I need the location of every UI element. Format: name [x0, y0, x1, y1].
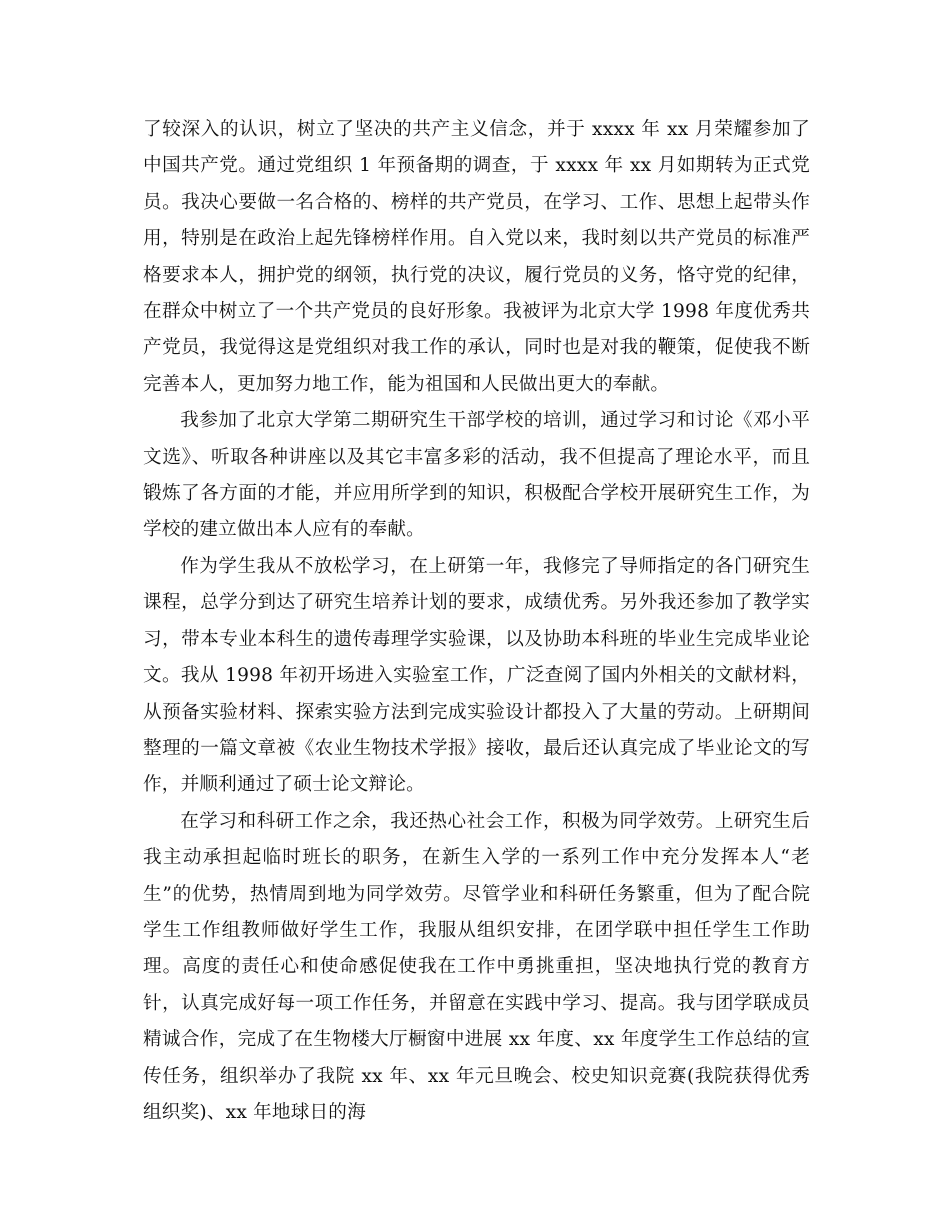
paragraph-3: 作为学生我从不放松学习，在上研第一年，我修完了导师指定的各门研究生课程，总学分到达了研究生培养计划的要求，成绩优秀。另外我还参加了教学实习，带本专业本科生的遗传毒理学实验课，以及协助本科班的毕业生完成毕业论文。我从 1998 年初开场进入实验室工作，广泛查阅了国内外相关的文献材料，从预备实验材料、探索实验方法到完成实验设计都投入了大量的劳动。上研期间整理的一篇文章被《农业生物技术学报》接收，最后还认真完成了毕业论文的写作，并顺利通过了硕士论文辩论。 [143, 555, 810, 796]
document-body [143, 112, 810, 1131]
paragraph-2: 我参加了北京大学第二期研究生干部学校的培训，通过学习和讨论《邓小平文选》、听取各种讲座以及其它丰富多彩的活动，我不但提高了理论水平，而且锻炼了各方面的才能，并应用所学到的知识，积极配合学校开展研究生工作，为学校的建立做出本人应有的奉献。 [143, 410, 810, 541]
paragraph-4: 在学习和科研工作之余，我还热心社会工作，积极为同学效劳。上研究生后我主动承担起临时班长的职务，在新生入学的一系列工作中充分发挥本人“老生”的优势，热情周到地为同学效劳。尽管学业和科研任务繁重，但为了配合院学生工作组教师做好学生工作，我服从组织安排，在团学联中担任学生工作助理。高度的责任心和使命感促使我在工作中勇挑重担，坚决地执行党的教育方针，认真完成好每一项工作任务，并留意在实践中学习、提高。我与团学联成员精诚合作，完成了在生物楼大厅橱窗中进展 xx 年度、xx 年度学生工作总结的宣传任务，组织举办了我院 xx 年、xx 年元旦晚会、校史知识竞赛(我院获得优秀组织奖)、xx 年地球日的海 [143, 810, 810, 1123]
paragraph-1: 了较深入的认识，树立了坚决的共产主义信念，并于 xxxx 年 xx 月荣耀参加了中国共产党。通过党组织 1 年预备期的调查，于 xxxx 年 xx 月如期转为正式党员。我决心要做一名合格的、榜样的共产党员，在学习、工作、思想上起带头作用，特别是在政治上起先锋榜样作用。自入党以来，我时刻以共产党员的标准严格要求本人，拥护党的纲领，执行党的决议，履行党员的义务，恪守党的纪律，在群众中树立了一个共产党员的良好形象。我被评为北京大学 1998 年度优秀共产党员，我觉得这是党组织对我工作的承认，同时也是对我的鞭策，促使我不断完善本人，更加努力地工作，能为祖国和人民做出更大的奉献。 [143, 119, 810, 395]
